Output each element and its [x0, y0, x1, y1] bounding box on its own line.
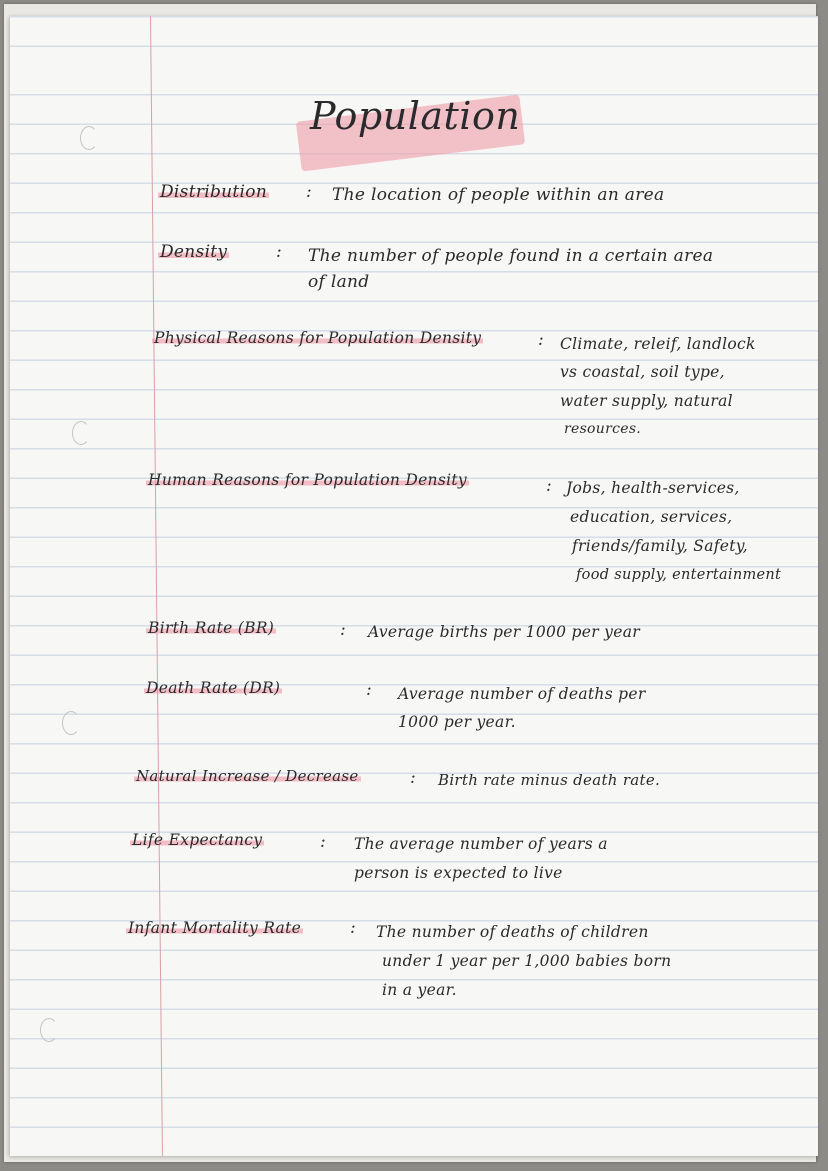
separator: : — [350, 918, 357, 938]
separator: : — [306, 182, 313, 202]
separator: : — [546, 476, 553, 496]
definition-line: in a year. — [382, 981, 457, 999]
definition-line: water supply, natural — [560, 392, 733, 410]
term: Birth Rate (BR) — [148, 619, 275, 637]
definition-line: education, services, — [570, 508, 733, 526]
definition-line: Climate, releif, landlock — [560, 335, 756, 353]
definition-line: The number of deaths of children — [376, 923, 649, 941]
definition-line: The average number of years a — [354, 835, 608, 853]
notebook-page — [10, 16, 818, 1156]
term: Infant Mortality Rate — [128, 919, 302, 937]
definition-line: 1000 per year. — [398, 713, 516, 731]
page-title: Population — [310, 94, 521, 138]
separator: : — [276, 242, 283, 262]
definition-line: Average number of deaths per — [398, 685, 646, 703]
term: Distribution — [160, 182, 268, 202]
notes-content — [10, 16, 818, 1156]
definition-line: resources. — [564, 421, 642, 437]
term: Physical Reasons for Population Density — [154, 329, 482, 347]
separator: : — [410, 768, 417, 788]
definition-line: Birth rate minus death rate. — [438, 771, 661, 789]
definition-line: friends/family, Safety, — [572, 537, 749, 555]
definition-line: person is expected to live — [354, 864, 563, 882]
definition-line: food supply, entertainment — [576, 567, 782, 583]
term: Density — [160, 242, 228, 262]
definition-line: Jobs, health-services, — [566, 479, 740, 497]
definition-line: The number of people found in a certain area — [308, 246, 714, 266]
definition-line: The location of people within an area — [332, 185, 665, 205]
definition-line: Average births per 1000 per year — [368, 623, 640, 641]
term: Human Reasons for Population Density — [148, 471, 467, 489]
definition-line: of land — [308, 272, 370, 292]
term: Life Expectancy — [132, 831, 263, 849]
separator: : — [340, 620, 347, 640]
term: Death Rate (DR) — [146, 679, 281, 697]
separator: : — [320, 832, 327, 852]
term: Natural Increase / Decrease — [136, 767, 359, 785]
definition-line: under 1 year per 1,000 babies born — [382, 952, 672, 970]
definition-line: vs coastal, soil type, — [560, 363, 725, 381]
separator: : — [538, 330, 545, 350]
separator: : — [366, 680, 373, 700]
